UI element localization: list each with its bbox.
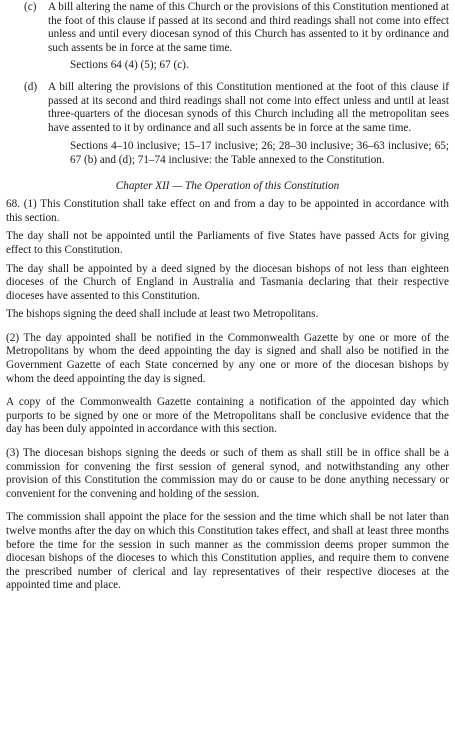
paragraph: A copy of the Commonwealth Gazette containing a notification of the appointed day which purports to be signed by one or more of the Metropolitans shall be conclusive evidence that the day has been duly appointed in accordance with this section. bbox=[6, 396, 449, 436]
paragraph: 68. (1) This Constitution shall take effect on and from a day to be appointed in accordance with this section. bbox=[6, 198, 449, 224]
clause-sections: Sections 64 (4) (5); 67 (c). bbox=[70, 59, 189, 72]
paragraph: The day shall be appointed by a deed signed by the diocesan bishops of not less than eighteen dioceses of the Church of England in Australia and Tasmania declaring that their respective dioceses have assented to this Constitution. bbox=[6, 262, 449, 302]
clause-sections: Sections 4–10 inclusive; 15–17 inclusive; 26; 28–30 inclusive; 36–63 inclusive; 65; 67 (b) and (d); 71–74 inclusive: the Table annexed to the Constitution. bbox=[70, 140, 449, 166]
chapter-heading: Chapter XII — The Operation of this Constitution bbox=[115, 179, 340, 192]
paragraph: The day shall not be appointed until the Parliaments of five States have passed Acts for giving effect to this Constitution. bbox=[6, 230, 449, 256]
clause-d bbox=[6, 81, 449, 135]
clause-text: A bill altering the provisions of this Constitution mentioned at the foot of this clause if passed at its second and third readings shall not come into effect unless and until at least three-quarters of the diocesan synods of this Church including all the metropolitan sees have assented to it by ordinance and all such assents be in force at the same time. bbox=[48, 80, 449, 134]
clause-c bbox=[6, 1, 449, 55]
clause-label: (d) bbox=[24, 80, 38, 93]
paragraph: The bishops signing the deed shall include at least two Metropolitans. bbox=[6, 308, 319, 321]
clause-label: (c) bbox=[24, 1, 37, 13]
paragraph: (3) The diocesan bishops signing the deeds or such of them as shall still be in office shall be a commission for convening the first session of general synod, and notwithstanding any other provision of this Constitution the commission may do or cause to be done anything necessary or convenient for the convening and holding of the session. bbox=[6, 447, 449, 500]
clause-text: A bill altering the name of this Church or the provisions of this Constitution mentioned at the foot of this clause if passed at its second and third readings shall not come into effect unless and until every diocesan synod of this Church has assented to it by ordinance and such assents be in force at the same time. bbox=[48, 1, 449, 54]
paragraph: The commission shall appoint the place for the session and the time which shall be not later than twelve months after the day on which this Constitution takes effect, and shall at least three months before the time for the session in such manner as the commission deems proper summon the diocesan bishops of the dioceses to which this Constitution applies, and require them to convene the prescribed number of clerical and lay representatives of their respective dioceses at the appointed time and place. bbox=[6, 511, 449, 592]
paragraph: (2) The day appointed shall be notified in the Commonwealth Gazette by one or more of the Metropolitans by whom the deed appointing the day is signed and shall also be notified in the Government Gazette of each State concerned by any one or more of the diocesan bishops by whom the deed appointing the day is signed. bbox=[6, 331, 449, 385]
